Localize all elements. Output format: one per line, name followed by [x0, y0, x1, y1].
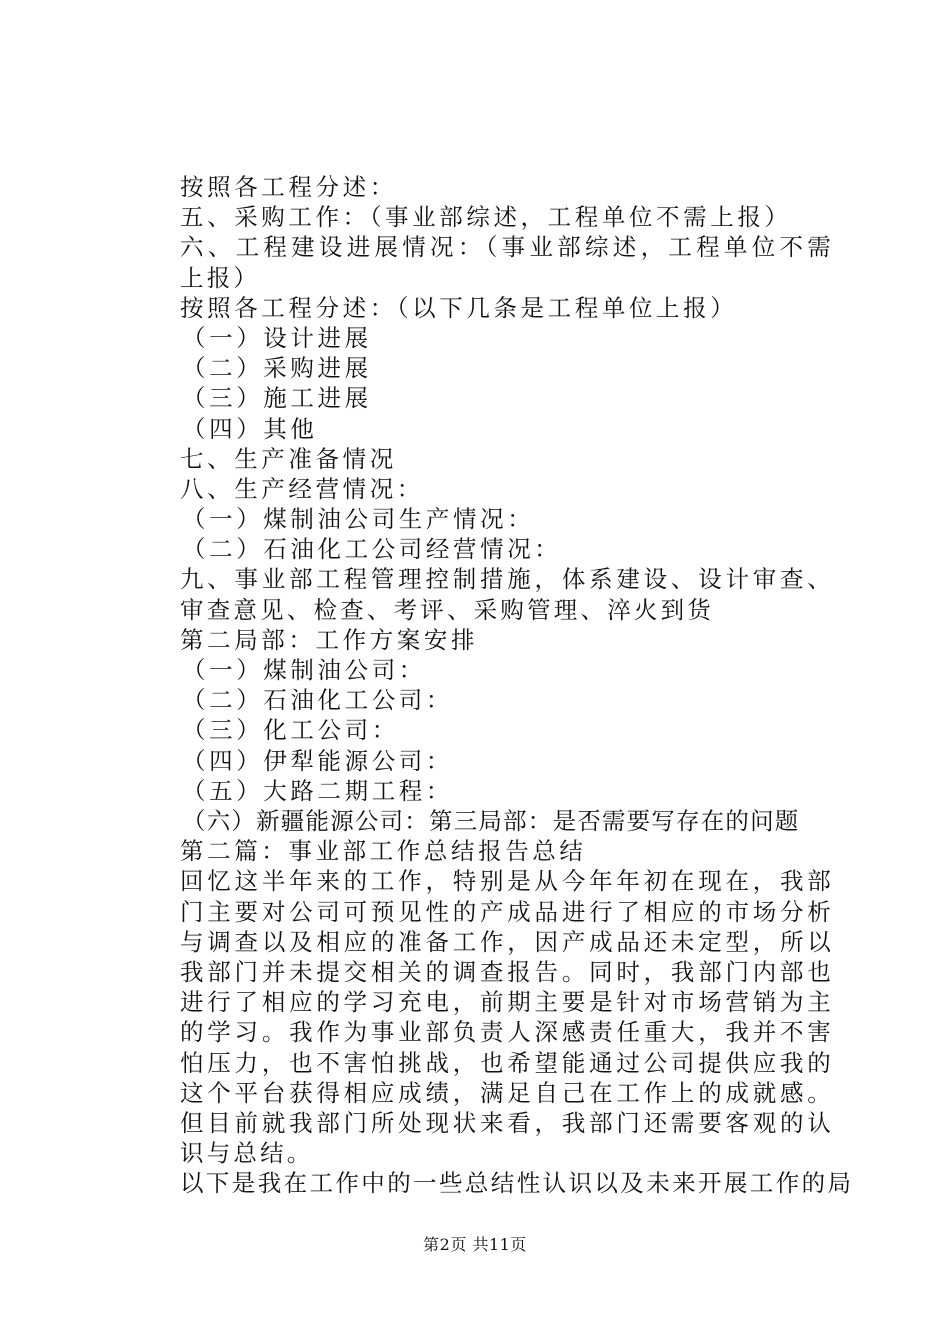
document-body	[132, 172, 854, 1199]
list-item: （一）煤制油公司生产情况：	[182, 505, 535, 534]
list-item: （三）化工公司：	[182, 716, 399, 745]
page-number: 第2页 共11页	[423, 1235, 527, 1254]
text-line: 按照各工程分述：	[180, 173, 397, 201]
list-item: （一）煤制油公司：	[182, 656, 426, 685]
list-item: （二）石油化工公司经营情况：	[182, 535, 562, 564]
section-heading: 九、事业部工程管理控制措施，体系建设、设计审查、审查意见、检查、考评、采购管理、淬火到货	[180, 565, 834, 624]
list-item: （四）其他	[182, 414, 318, 443]
list-item: （二）石油化工公司：	[182, 686, 453, 715]
list-item: （五）大路二期工程：	[182, 776, 453, 805]
section-heading: 六、工程建设进展情况：（事业部综述，工程单位不需上报）	[180, 233, 834, 292]
list-item: （四）伊犁能源公司：	[182, 746, 453, 775]
body-paragraph: 以下是我在工作中的一些总结性认识以及未来开展工作的局	[180, 1169, 854, 1198]
list-item: （三）施工进展	[182, 384, 372, 413]
list-item: （二）采购进展	[182, 354, 372, 383]
article-title: 第二篇：事业部工作总结报告总结	[180, 837, 587, 866]
section-heading: 七、生产准备情况	[180, 444, 397, 473]
section-heading: 五、采购工作：（事业部综述，工程单位不需上报）	[180, 203, 792, 232]
section-heading: 八、生产经营情况：	[180, 474, 424, 503]
list-item: （一）设计进展	[182, 323, 372, 352]
text-line: 按照各工程分述：（以下几条是工程单位上报）	[180, 293, 738, 322]
body-paragraph: 回忆这半年来的工作，特别是从今年年初在现在，我部门主要对公司可预见性的产成品进行了相应的市场分析与调查以及相应的准备工作，因产成品还未定型，所以我部门并未提交相关的调查报告。同时，我部门内部也进行了相应的学习充电，前期主要是针对市场营销为主的学习。我作为事业部负责人深感责任重大，我并不害怕压力，也不害怕挑战，也希望能通过公司提供应我的这个平台获得相应成绩，满足自己在工作上的成就感。但目前就我部门所处现状来看，我部门还需要客观的认识与总结。	[180, 867, 834, 1168]
part-heading: 第二局部：工作方案安排	[180, 625, 479, 654]
list-item: （六）新疆能源公司：第三局部：是否需要写存在的问题	[182, 807, 800, 835]
